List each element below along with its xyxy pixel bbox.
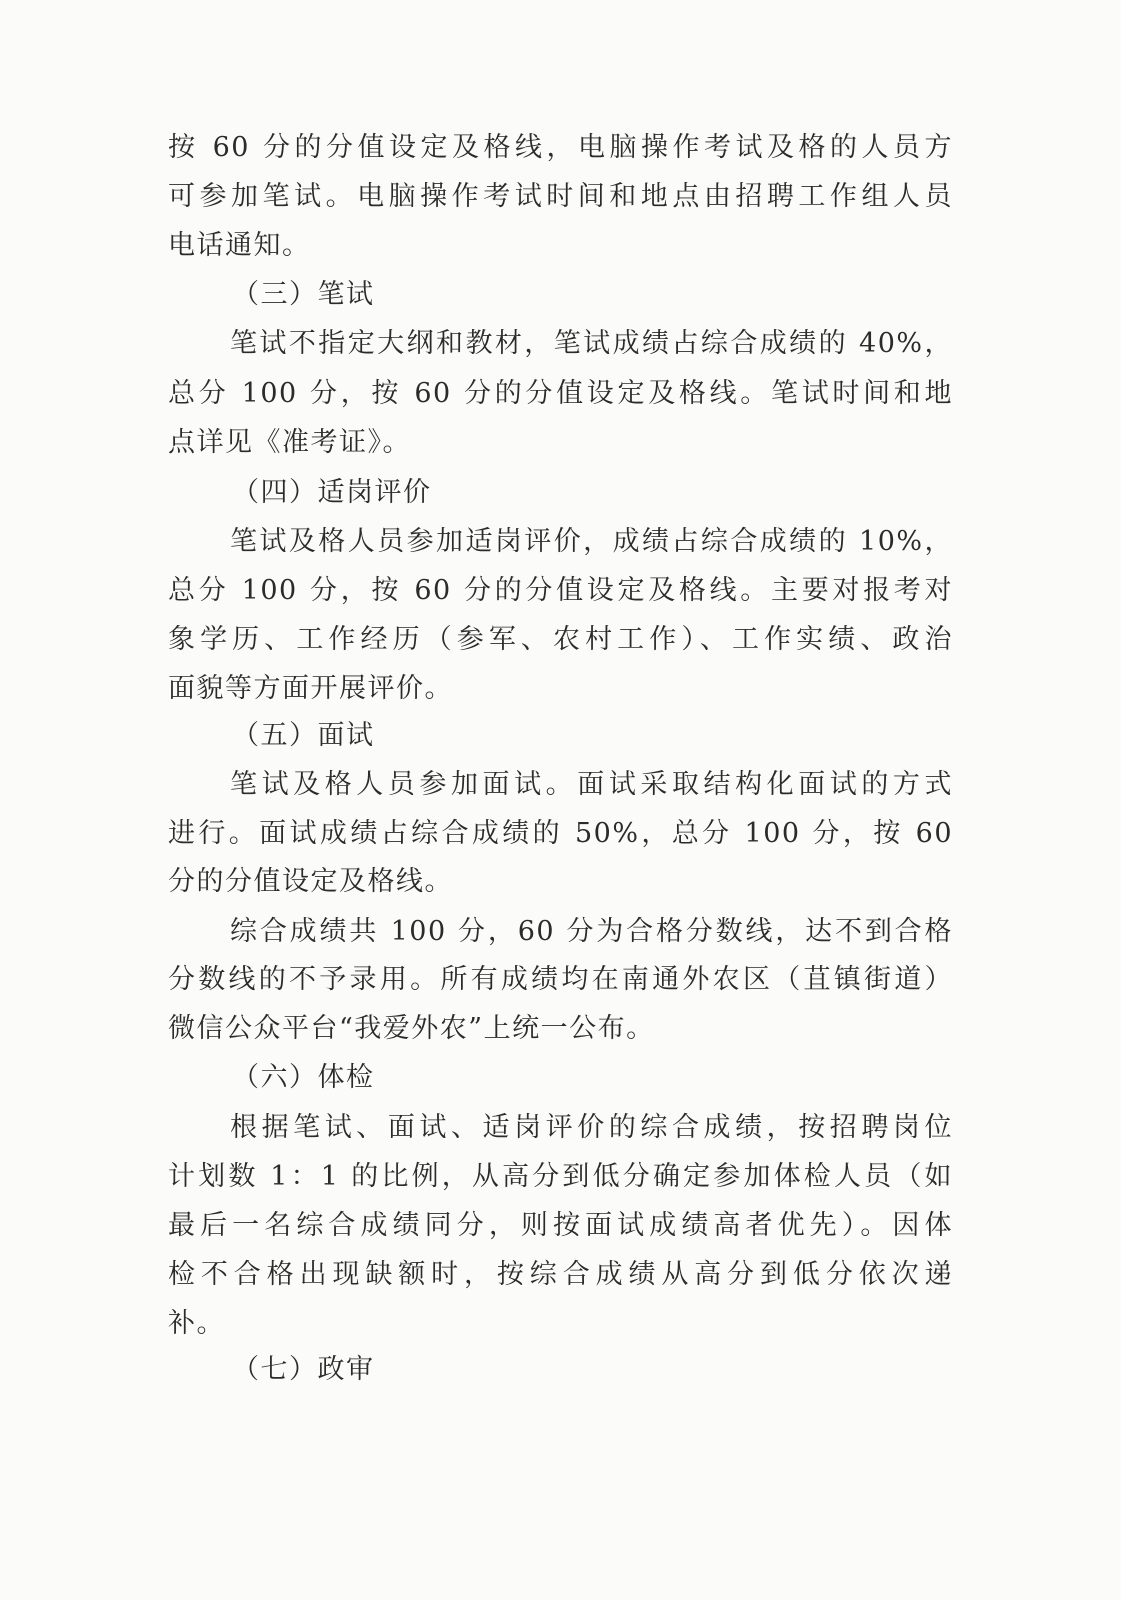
paragraph-line: 进行。面试成绩占综合成绩的 50%，总分 100 分，按 60 [168, 818, 953, 849]
paragraph-line: 按 60 分的分值设定及格线，电脑操作考试及格的人员方 [168, 132, 953, 163]
section-heading-job-evaluation: （四）适岗评价 [232, 477, 432, 508]
paragraph-line: 面貌等方面开展评价。 [168, 673, 453, 704]
paragraph-line: 根据笔试、面试、适岗评价的综合成绩，按招聘岗位 [230, 1112, 953, 1143]
section-heading-interview: （五）面试 [232, 720, 375, 751]
paragraph-line: 最后一名综合成绩同分，则按面试成绩高者优先）。因体 [168, 1210, 953, 1241]
paragraph-line: 可参加笔试。电脑操作考试时间和地点由招聘工作组人员 [168, 181, 953, 212]
paragraph-line: 综合成绩共 100 分，60 分为合格分数线，达不到合格 [230, 916, 953, 947]
paragraph-line: 分的分值设定及格线。 [168, 866, 453, 897]
paragraph-line: 电话通知。 [168, 230, 311, 261]
paragraph-line: 分数线的不予录用。所有成绩均在南通外农区（苴镇街道） [168, 964, 953, 995]
paragraph-line: 总分 100 分，按 60 分的分值设定及格线。笔试时间和地 [168, 378, 953, 409]
paragraph-line: 笔试及格人员参加适岗评价，成绩占综合成绩的 10%， [230, 526, 953, 557]
paragraph-line: 补。 [168, 1308, 225, 1339]
section-heading-physical-exam: （六）体检 [232, 1062, 375, 1093]
section-heading-written-exam: （三）笔试 [232, 279, 375, 310]
section-heading-political-review: （七）政审 [232, 1354, 375, 1385]
paragraph-line: 检不合格出现缺额时，按综合成绩从高分到低分依次递 [168, 1259, 953, 1290]
paragraph-line: 笔试及格人员参加面试。面试采取结构化面试的方式 [230, 769, 953, 800]
paragraph-line: 笔试不指定大纲和教材，笔试成绩占综合成绩的 40%， [230, 328, 953, 359]
paragraph-line: 计划数 1：1 的比例，从高分到低分确定参加体检人员（如 [168, 1161, 953, 1192]
paragraph-line: 总分 100 分，按 60 分的分值设定及格线。主要对报考对 [168, 575, 953, 606]
paragraph-line: 微信公众平台“我爱外农”上统一公布。 [168, 1013, 655, 1044]
paragraph-line: 点详见《准考证》。 [168, 427, 411, 458]
paragraph-line: 象学历、工作经历（参军、农村工作）、工作实绩、政治 [168, 624, 953, 655]
